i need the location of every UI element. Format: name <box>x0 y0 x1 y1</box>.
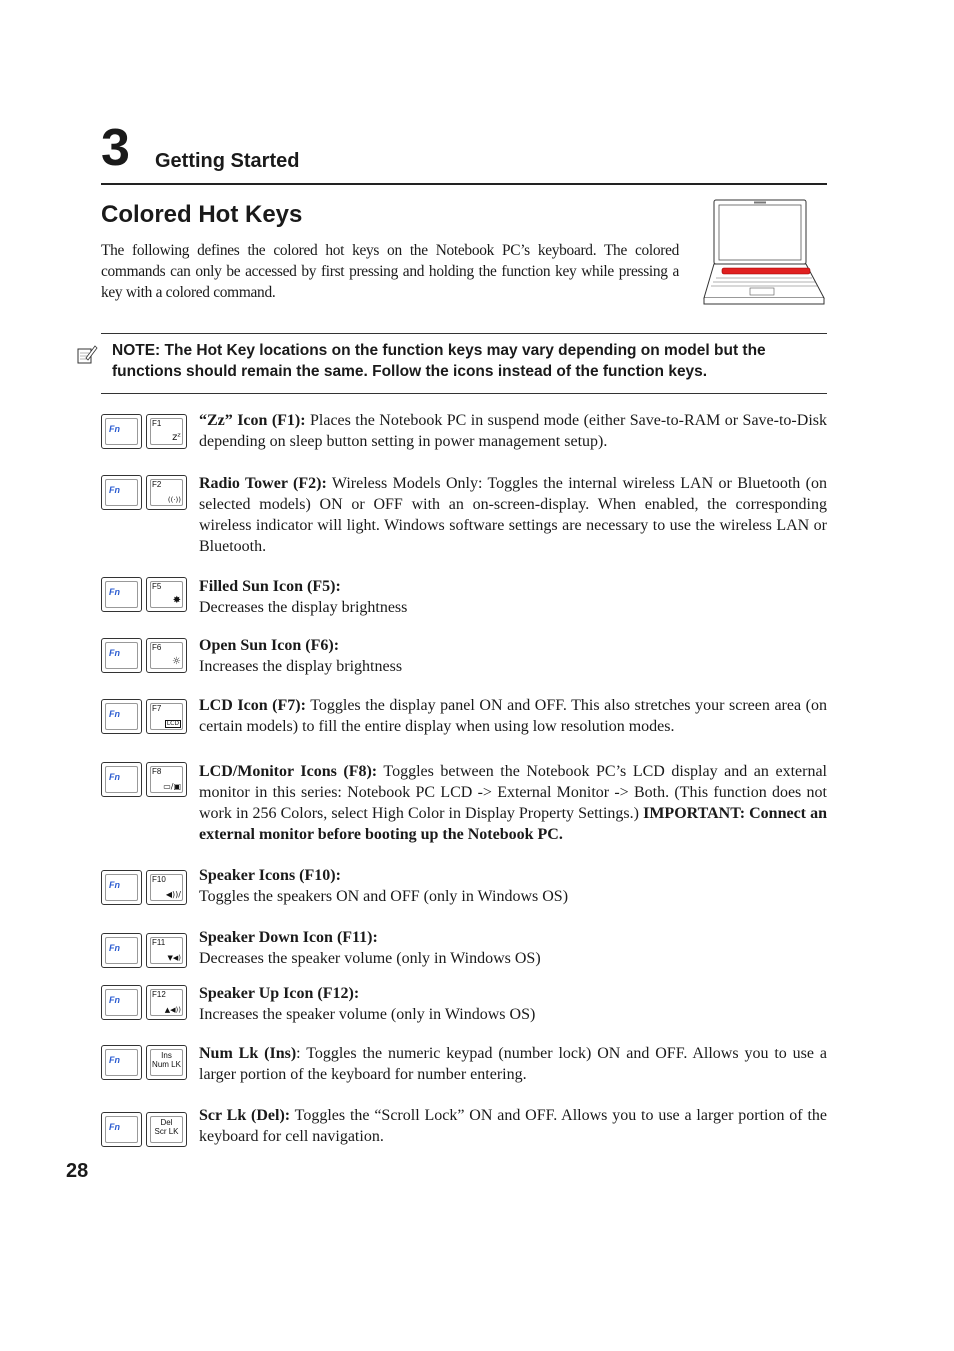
intro-paragraph: The following defines the colored hot keys on the Notebook PC’s keyboard. The colored commands can only be accessed by first pressing and holding the function key while pressing a key with a colored command. <box>101 242 679 301</box>
radio-tower-icon: ((·)) <box>167 496 181 504</box>
hotkey-f7-description: LCD Icon (F7): Toggles the display panel ON and OFF. This also stretches your screen area (on certain models) to fill the entire display when using low resolution modes. <box>199 697 828 735</box>
fn-key: Fn <box>101 870 142 905</box>
f11-key: F11 ▼◀) <box>146 933 187 968</box>
hotkey-f6-description: Open Sun Icon (F6): Increases the display brightness <box>199 637 403 675</box>
hotkey-f11-description: Speaker Down Icon (F11): Decreases the speaker volume (only in Windows OS) <box>199 929 541 967</box>
section-title: Colored Hot Keys <box>101 201 303 228</box>
open-sun-icon: ☼ <box>172 656 181 667</box>
note-text: NOTE: The Hot Key locations on the function keys may vary depending on model but the functions should remain the same. Follow the icons instead of the function keys. <box>112 342 766 380</box>
f6-key: F6 ☼ <box>146 638 187 673</box>
hotkey-f11-keys <box>101 933 189 969</box>
filled-sun-icon: ✸ <box>172 595 181 606</box>
hotkey-f12-description: Speaker Up Icon (F12): Increases the speaker volume (only in Windows OS) <box>199 985 536 1023</box>
ins-numlk-key: Ins Num LK <box>146 1045 187 1080</box>
hotkey-f1-description: “Zz” Icon (F1): Places the Notebook PC in suspend mode (either Save-to-RAM or Save-to-Disk depending on sleep button setting in power management setup). <box>199 412 827 450</box>
fn-key: Fn <box>101 985 142 1020</box>
hotkey-f2-keys <box>101 475 189 511</box>
page-number: 28 <box>66 1160 89 1182</box>
fn-key: Fn <box>101 577 142 612</box>
f5-key: F5 ✸ <box>146 577 187 612</box>
hotkey-f5-description: Filled Sun Icon (F5): Decreases the display brightness <box>199 578 408 616</box>
hotkey-f5-keys <box>101 577 189 613</box>
chapter-title: Getting Started <box>155 150 300 172</box>
laptop-illustration <box>700 198 828 310</box>
chapter-number: 3 <box>101 119 130 177</box>
f12-key: F12 ▲◀)) <box>146 985 187 1020</box>
note-rule-bottom <box>101 393 827 394</box>
hotkey-f1-keys <box>101 414 189 450</box>
lcd-monitor-icon: ▭/▣ <box>163 782 181 791</box>
hotkey-f7-keys <box>101 699 189 735</box>
lcd-icon: LCD <box>166 720 179 727</box>
fn-key: Fn <box>101 699 142 734</box>
hotkey-numlk-keys <box>101 1045 189 1081</box>
chapter-rule <box>101 183 827 185</box>
hotkey-f12-keys <box>101 985 189 1021</box>
fn-key: Fn <box>101 475 142 510</box>
note-rule-top <box>101 333 827 334</box>
f7-key: F7 LCD <box>146 699 187 734</box>
f1-key: F1 zᶻ <box>146 414 187 449</box>
hotkey-f2-description: Radio Tower (F2): Wireless Models Only: Toggles the internal wireless LAN or Bluetooth (on selected models) ON or OFF with an on-screen-display. When enabled, the corresponding wireless indicator will light. Windows software settings are necessary to use the wireless LAN or Bluetooth. <box>199 475 828 555</box>
f10-key: F10 ◀))/ <box>146 870 187 905</box>
sleep-zz-icon: zᶻ <box>172 432 181 443</box>
fn-key: Fn <box>101 638 142 673</box>
fn-key: Fn <box>101 933 142 968</box>
speaker-down-icon: ▼◀) <box>167 954 181 962</box>
hotkey-scrlk-keys <box>101 1112 189 1148</box>
hotkey-f6-keys <box>101 638 189 674</box>
speaker-toggle-icon: ◀))/ <box>165 890 181 899</box>
hotkey-f10-description: Speaker Icons (F10): Toggles the speakers ON and OFF (only in Windows OS) <box>199 867 569 905</box>
hotkey-scrlk-description: Scr Lk (Del): Toggles the “Scroll Lock” ON and OFF. Allows you to use a larger portion of the keyboard for cell navigation. <box>199 1107 828 1145</box>
hotkey-numlk-description: Num Lk (Ins): Toggles the numeric keypad (number lock) ON and OFF. Allows you to use a larger portion of the keyboard for number entering. <box>199 1045 828 1083</box>
fn-key: Fn <box>101 1112 142 1147</box>
hotkey-f8-keys <box>101 762 189 798</box>
hotkey-f8-description: LCD/Monitor Icons (F8): Toggles between the Notebook PC’s LCD display and an external monitor in this series: Notebook PC LCD -> External Monitor -> Both. (This function does not work in 256 Colors, select High Color in Display Property Settings.) IMPORTANT: Connect an external monitor before booting up the Notebook PC. <box>199 763 828 843</box>
note-pencil-icon <box>76 343 98 365</box>
fn-key: Fn <box>101 762 142 797</box>
f2-key: F2 ((·)) <box>146 475 187 510</box>
speaker-up-icon: ▲◀)) <box>164 1006 181 1014</box>
fn-key: Fn <box>101 414 142 449</box>
fn-key: Fn <box>101 1045 142 1080</box>
f8-key: F8 ▭/▣ <box>146 762 187 797</box>
hotkey-f10-keys <box>101 870 189 906</box>
del-scrlk-key: Del Scr LK <box>146 1112 187 1147</box>
